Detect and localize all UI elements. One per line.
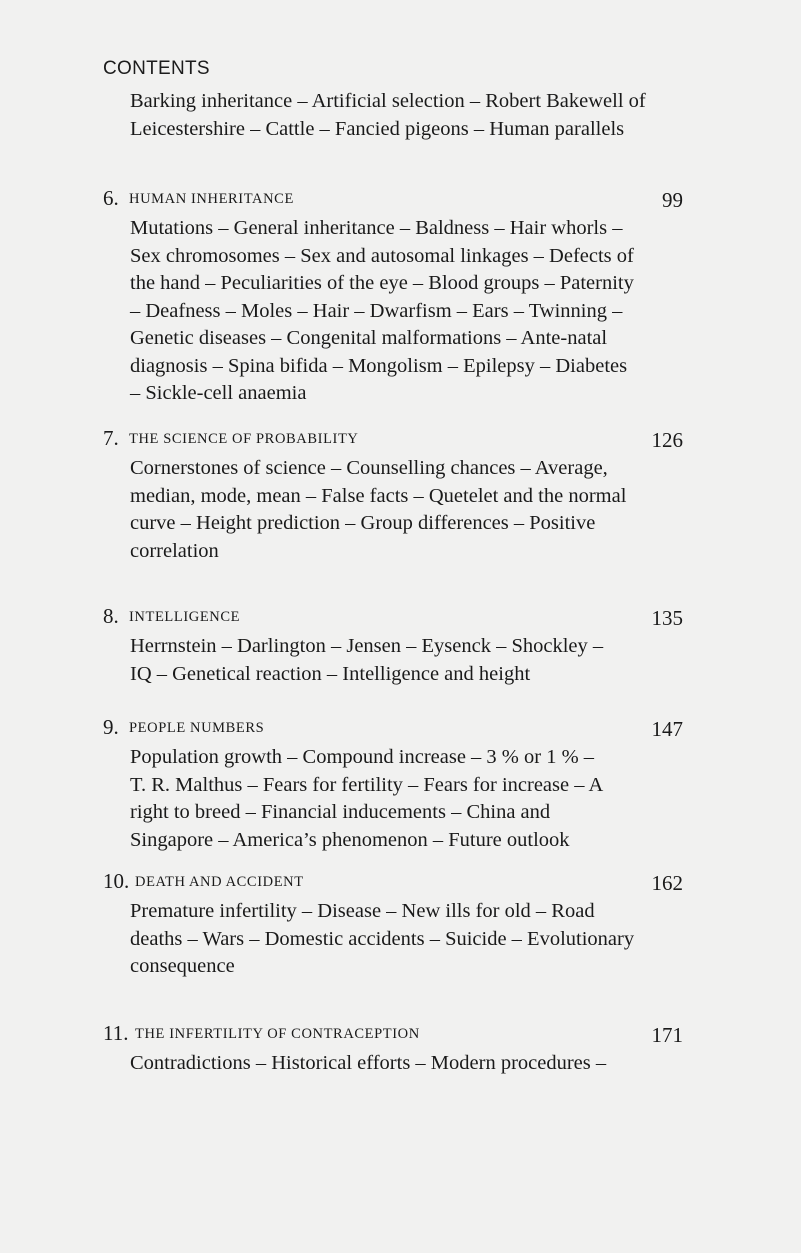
topic-line: median, mode, mean – False facts – Quetelet and the normal [130, 484, 627, 507]
chapter-heading [103, 603, 683, 633]
topic-line: deaths – Wars – Domestic accidents – Suicide – Evolutionary [130, 927, 635, 950]
running-head: CONTENTS [103, 58, 210, 79]
chapter-title: HUMAN INHERITANCE [129, 191, 294, 207]
topic-line: correlation [130, 539, 219, 562]
topic-line: Singapore – America’s phenomenon – Future outlook [130, 828, 570, 851]
chapter-number: 10. [103, 869, 130, 893]
topic-line: Sex chromosomes – Sex and autosomal linkages – Defects of [130, 244, 634, 267]
chapter-topics [130, 744, 683, 854]
chapter-title: INTELLIGENCE [129, 609, 241, 625]
chapter-number: 8. [103, 604, 119, 628]
chapter-page-number: 147 [651, 717, 683, 741]
topic-line: right to breed – Financial inducements – China and [130, 801, 551, 823]
topic-line: Herrnstein – Darlington – Jensen – Eysenck – Shockley – [130, 635, 604, 657]
chapter-entry-7 [103, 425, 683, 565]
chapter-page-number: 135 [651, 606, 683, 630]
chapter-entry-8 [103, 603, 683, 688]
chapter-title: THE INFERTILITY OF CONTRACEPTION [135, 1026, 420, 1042]
topic-line: consequence [130, 955, 235, 977]
chapter-page-number: 99 [662, 188, 683, 212]
chapter-number: 9. [103, 715, 119, 739]
topic-line: curve – Height prediction – Group differences – Positive [130, 512, 596, 534]
topic-line: Premature infertility – Disease – New ills for old – Road [130, 900, 595, 922]
intro-line: Leicestershire – Cattle – Fancied pigeons – Human parallels [130, 117, 625, 140]
chapter-heading [103, 714, 683, 744]
chapter-heading [103, 425, 683, 455]
chapter-page-number: 126 [651, 428, 683, 452]
chapter-title: DEATH AND ACCIDENT [135, 874, 304, 890]
chapter-entry-11 [103, 1020, 683, 1078]
chapter-topics [130, 633, 683, 688]
topic-line: IQ – Genetical reaction – Intelligence and height [130, 662, 531, 685]
chapter-number: 6. [103, 186, 119, 210]
topic-line: diagnosis – Spina bifida – Mongolism – Epilepsy – Diabetes [130, 354, 628, 377]
topic-line: Contradictions – Historical efforts – Modern procedures – [130, 1052, 607, 1074]
chapter-heading [103, 868, 683, 898]
chapter-number: 11. [103, 1021, 129, 1045]
chapter-entry-10 [103, 868, 683, 981]
chapter-title: THE SCIENCE OF PROBABILITY [129, 431, 359, 447]
chapter-page-number: 162 [651, 871, 683, 895]
topic-line: Genetic diseases – Congenital malformations – Ante-natal [130, 327, 608, 349]
topic-line: Mutations – General inheritance – Baldness – Hair whorls – [130, 217, 623, 239]
topic-line: Population growth – Compound increase – 3 % or 1 % – [130, 746, 595, 768]
chapter-topics [130, 455, 683, 565]
topic-line: T. R. Malthus – Fears for fertility – Fears for increase – A [130, 773, 604, 796]
intro-line: Barking inheritance – Artificial selection – Robert Bakewell of [130, 90, 646, 112]
topic-line: – Sickle-cell anaemia [130, 382, 307, 404]
chapter-number: 7. [103, 426, 119, 450]
intro-continuation [130, 88, 650, 143]
chapter-heading [103, 1020, 683, 1050]
chapter-topics [130, 215, 683, 408]
chapter-topics [130, 898, 683, 981]
chapter-topics [130, 1050, 683, 1078]
chapter-entry-6 [103, 185, 683, 408]
chapter-entry-9 [103, 714, 683, 854]
chapter-page-number: 171 [651, 1023, 683, 1047]
topic-line: the hand – Peculiarities of the eye – Blood groups – Paternity [130, 272, 634, 294]
topic-line: – Deafness – Moles – Hair – Dwarfism – Ears – Twinning – [130, 299, 623, 322]
topic-line: Cornerstones of science – Counselling chances – Average, [130, 457, 608, 479]
chapter-heading [103, 185, 683, 215]
chapter-title: PEOPLE NUMBERS [129, 720, 265, 736]
